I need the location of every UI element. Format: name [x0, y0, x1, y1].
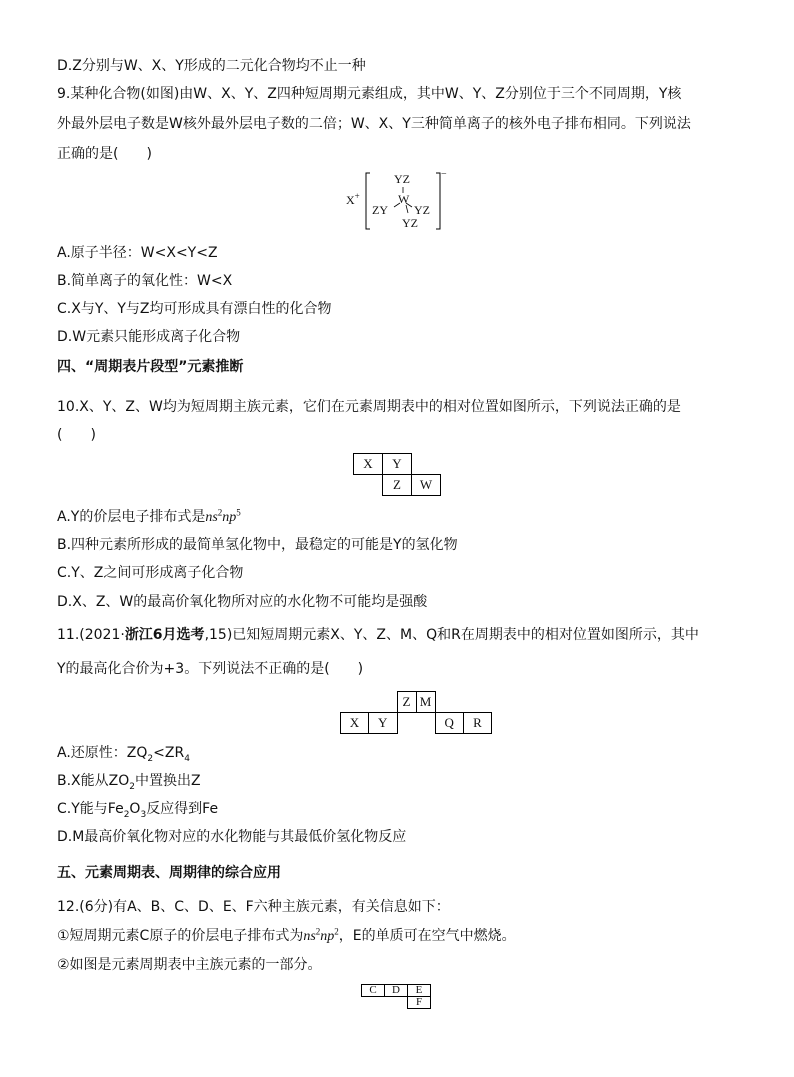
- q11-cell-r: R: [464, 713, 492, 734]
- q9-ligand-bottom: YZ: [402, 216, 418, 230]
- q10-cell-empty: [412, 454, 441, 475]
- q11-cell-y: Y: [369, 713, 398, 734]
- q9-ligand-right: YZ: [414, 203, 430, 217]
- q11-option-d: D.M最高价氧化物对应的水化物能与其最低价氢化物反应: [57, 829, 407, 845]
- q11-periodic-fragment: [340, 691, 492, 734]
- q10-option-b: B.四种元素所形成的最简单氢化物中，最稳定的可能是Y的氢化物: [57, 537, 458, 553]
- q10-cell-y: Y: [383, 454, 412, 475]
- q10-stem-line2: ( ): [57, 427, 96, 443]
- q12-cell-c: C: [362, 985, 385, 997]
- q10-periodic-fragment: [353, 453, 441, 496]
- q10-option-a: A.Y的价层电子排布式是$ns^2np^5$: [57, 507, 241, 525]
- q10-cell-z: Z: [383, 475, 412, 496]
- q11-cell-z: Z: [397, 692, 416, 713]
- q8-option-d: D.Z分别与W、X、Y形成的二元化合物均不止一种: [57, 58, 366, 74]
- q12-stem: 12.(6分)有A、B、C、D、E、F六种主族元素，有关信息如下：: [57, 899, 450, 915]
- q12-info2: ②如图是元素周期表中主族元素的一部分。: [57, 957, 322, 973]
- q11-option-a: A.还原性：$ZQ_2<ZR_4$: [57, 745, 190, 764]
- q9-option-a: A.原子半径：W<X<Y<Z: [57, 245, 218, 261]
- q9-option-d: D.W元素只能形成离子化合物: [57, 329, 241, 345]
- q9-anion-charge: −: [441, 169, 447, 180]
- q11-stem-line1: 11.(2021·浙江6月选考,15)已知短周期元素X、Y、Z、M、Q和R在周期表中的相对位置如图所示，其中: [57, 627, 699, 643]
- q10-cell-w: W: [412, 475, 441, 496]
- q9-cation: X+: [346, 191, 360, 207]
- q11-cell-x: X: [341, 713, 369, 734]
- q9-stem-line3: 正确的是( ): [57, 146, 152, 162]
- q12-cell-f: F: [408, 997, 431, 1009]
- q10-cell-x: X: [354, 454, 383, 475]
- q11-stem-line2: Y的最高化合价为+3。下列说法不正确的是( ): [57, 661, 364, 677]
- q12-info1: ①短周期元素C原子的价层电子排布式为$ns^2np^2$，E的单质可在空气中燃烧。: [57, 926, 516, 944]
- q9-stem-line2: 外最外层电子数是W核外最外层电子数的二倍；W、X、Y三种简单离子的核外电子排布相同。下列说法: [57, 116, 691, 132]
- q10-option-d: D.X、Z、W的最高价氧化物所对应的水化物不可能均是强酸: [57, 594, 428, 610]
- q9-center-atom: W: [398, 192, 410, 206]
- q11-cell-m: M: [416, 692, 435, 713]
- q10-cell-empty: [354, 475, 383, 496]
- q12-cell-e: E: [408, 985, 431, 997]
- q9-ligand-left: ZY: [372, 203, 388, 217]
- q11-option-c: C.Y能与$Fe_2O_3$反应得到Fe: [57, 801, 219, 820]
- q10-stem-line1: 10.X、Y、Z、W均为短周期主族元素，它们在元素周期表中的相对位置如图所示，下列说法正确的是: [57, 399, 681, 415]
- q9-structure-figure: [346, 171, 456, 233]
- q10-option-c: C.Y、Z之间可形成离子化合物: [57, 565, 244, 581]
- q12-periodic-fragment: [361, 984, 431, 1009]
- q12-cell-empty: [362, 997, 385, 1009]
- section5-heading: 五、元素周期表、周期律的综合应用: [57, 865, 281, 881]
- section4-heading: 四、“周期表片段型”元素推断: [57, 359, 244, 375]
- q9-option-c: C.X与Y、Y与Z均可形成具有漂白性的化合物: [57, 301, 332, 317]
- q9-stem-line1: 9.某种化合物(如图)由W、X、Y、Z四种短周期元素组成，其中W、Y、Z分别位于三个不同周期，Y核: [57, 86, 682, 102]
- q12-cell-empty: [385, 997, 408, 1009]
- q9-option-b: B.简单离子的氧化性：W<X: [57, 273, 233, 289]
- q12-cell-d: D: [385, 985, 408, 997]
- q11-cell-q: Q: [435, 713, 464, 734]
- q11-option-b: B.X能从$ZO_2$中置换出Z: [57, 773, 201, 792]
- q9-ligand-top: YZ: [394, 172, 410, 186]
